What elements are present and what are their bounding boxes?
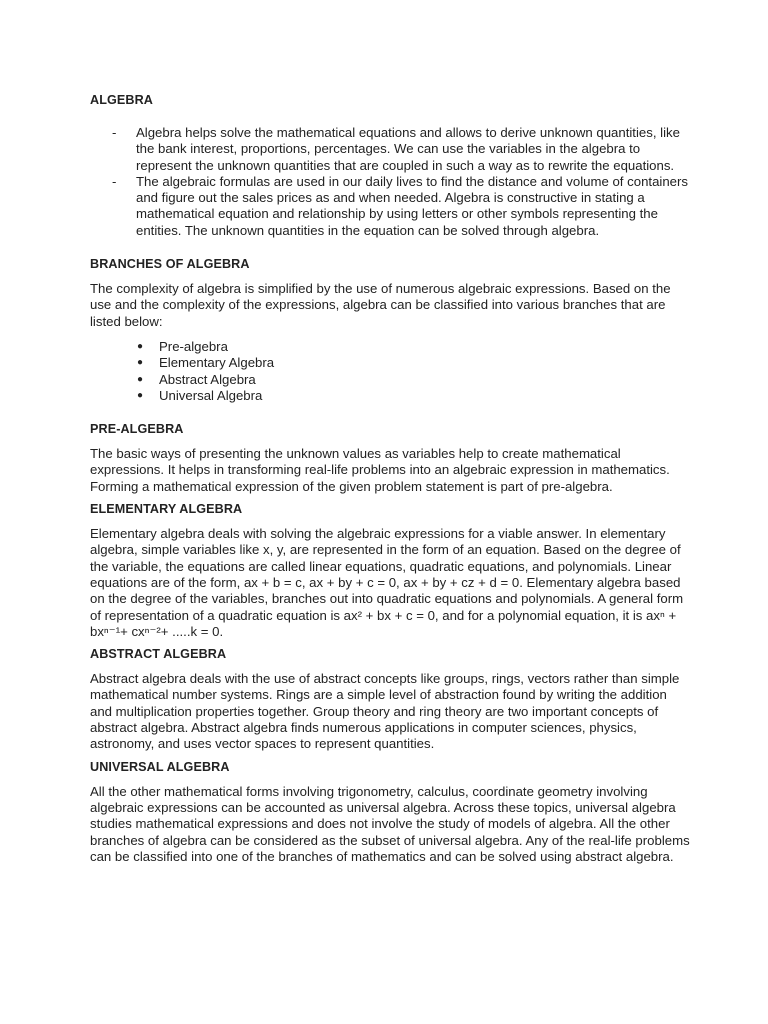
heading-algebra: ALGEBRA — [90, 93, 153, 107]
bullet-marker: ● — [137, 389, 144, 401]
list-item — [90, 174, 690, 239]
document-page — [90, 92, 690, 865]
algebra-dash-list — [90, 125, 690, 239]
branches-paragraph: The complexity of algebra is simplified by the use of numerous algebraic expressions. Based on the use and the complexity of the expressions, algebra can be classified into various branches that are listed below: — [90, 281, 671, 329]
list-item-text: Elementary Algebra — [159, 355, 275, 371]
list-item-text: Universal Algebra — [159, 387, 263, 403]
list-item-text: Pre-algebra — [159, 338, 228, 354]
list-item-text: The algebraic formulas are used in our daily lives to find the distance and volume of containers and figure out the sales prices as and when needed. Algebra is constructive in stating a mathematical equation and relationship by using letters or other symbols representing the entities. The unknown quantities in the equation can be solved through algebra. — [136, 173, 688, 238]
list-item — [90, 372, 690, 388]
abstract-algebra-paragraph: Abstract algebra deals with the use of abstract concepts like groups, rings, vectors rather than simple mathematical number systems. Rings are a simple level of abstraction found by writing the addition and multiplication properties together. Group theory and ring theory are two important concepts of abstract algebra. Abstract algebra finds numerous applications in computer sciences, physics, astronomy, and uses vector spaces to represent quantities. — [90, 671, 680, 752]
list-item — [90, 355, 690, 371]
heading-branches: BRANCHES OF ALGEBRA — [90, 257, 250, 272]
list-item — [90, 125, 690, 174]
list-item — [90, 388, 690, 404]
dash-marker: - — [112, 173, 117, 189]
heading-elementary-algebra: ELEMENTARY ALGEBRA — [90, 502, 243, 517]
list-item-text: Algebra helps solve the mathematical equations and allows to derive unknown quantities, like the bank interest, proportions, percentages. We can use the variables in the algebra to represent the unknown quantities that are coupled in such a way as to rewrite the equations. — [136, 125, 680, 173]
elementary-algebra-paragraph: Elementary algebra deals with solving the algebraic expressions for a viable answer. In elementary algebra, simple variables like x, y, are represented in the form of an equation. Based on the degree of the variable, the equations are called linear equations, quadratic equations, and polynomials. Linear equations are of the form, ax + b = c, ax + by + c = 0, ax + by + cz + d = 0. Elementary algebra based on the degree of the variables, branches out into quadratic equations and polynomials. A general form of representation of a quadratic equation is ax² + bx + c = 0, and for a polynomial equation, it is axⁿ + bxⁿ⁻¹+ cxⁿ⁻²+ .....k = 0. — [90, 526, 684, 639]
list-item-text: Abstract Algebra — [159, 371, 256, 387]
universal-algebra-paragraph: All the other mathematical forms involving trigonometry, calculus, coordinate geometry involving algebraic expressions can be accounted as universal algebra. Across these topics, universal algebra studies mathematical expressions and does not involve the study of models of algebra. All the other branches of algebra can be considered as the subset of universal algebra. Any of the real-life problems can be classified into one of the branches of mathematics and can be solved using abstract algebra. — [90, 783, 690, 864]
pre-algebra-paragraph: The basic ways of presenting the unknown values as variables help to create mathematical expressions. It helps in transforming real-life problems into an algebraic expression in mathematics. Forming a mathematical expression of the given problem statement is part of pre-algebra. — [90, 446, 670, 494]
heading-pre-algebra: PRE-ALGEBRA — [90, 422, 184, 437]
bullet-marker: ● — [137, 373, 144, 385]
list-item — [90, 339, 690, 355]
bullet-marker: ● — [137, 340, 144, 352]
bullet-marker: ● — [137, 357, 144, 369]
dash-marker: - — [112, 125, 117, 140]
branches-bullet-list — [90, 339, 690, 404]
heading-universal-algebra: UNIVERSAL ALGEBRA — [90, 759, 230, 774]
heading-abstract-algebra: ABSTRACT ALGEBRA — [90, 647, 227, 662]
